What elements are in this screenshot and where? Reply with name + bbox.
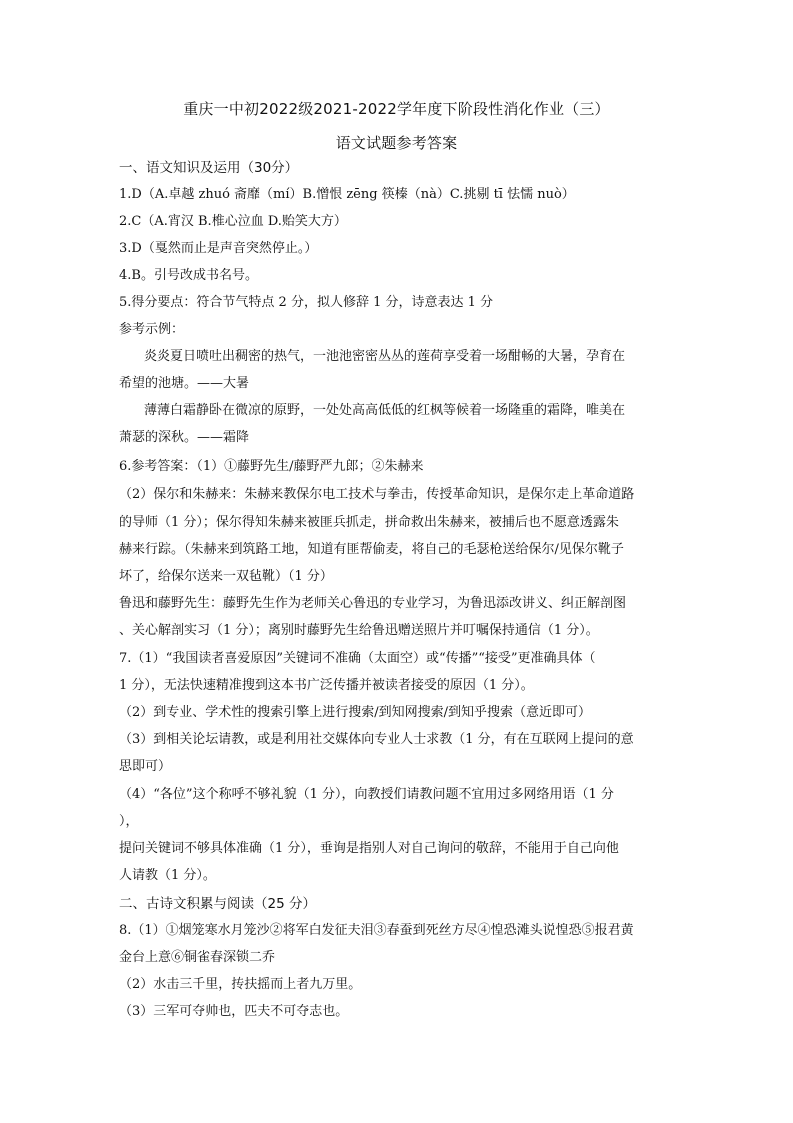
answer-line: 8.（1）①烟笼寒水月笼沙②将军白发征夫泪③春蚕到死丝方尽④惶恐滩头说惶恐⑤报君黄 bbox=[119, 923, 634, 938]
answer-line: ）， bbox=[119, 814, 139, 829]
answer-line: 坏了，给保尔送来一双毡靴）（1 分） bbox=[119, 569, 333, 584]
answer-line: （3）三军可夺帅也，匹夫不可夺志也。 bbox=[119, 1004, 349, 1019]
answer-line: 思即可） bbox=[119, 759, 172, 774]
section-heading-1: 一、语文知识及运用（30分） bbox=[119, 160, 299, 176]
answer-line: 7.（1）“我国读者喜爱原因”关键词不准确（太面空）或“传播”“接受”更准确具体（ bbox=[119, 651, 596, 666]
answer-line: （2）水击三千里，抟扶摇而上者九万里。 bbox=[119, 977, 362, 992]
answer-line: 5.得分要点：符合节气特点 2 分，拟人修辞 1 分，诗意表达 1 分 bbox=[119, 295, 494, 310]
answer-line: （2）保尔和朱赫来：朱赫来教保尔电工技术与拳击，传授革命知识，是保尔走上革命道路 bbox=[119, 487, 635, 502]
section-heading-2: 二、古诗文积累与阅读（25 分） bbox=[119, 896, 316, 912]
answer-line: 6.参考答案：（1）①藤野先生/藤野严九郎；②朱赫来 bbox=[119, 459, 424, 474]
answer-line: 参考示例： bbox=[119, 322, 185, 337]
answer-line: 人请教（1 分）。 bbox=[119, 868, 216, 883]
answer-line: 2.C（A.宵汉 B.椎心泣血 D.贻笑大方） bbox=[119, 214, 347, 229]
answer-line: 3.D（戛然而止是声音突然停止。） bbox=[119, 241, 318, 256]
answer-line: 薄薄白霜静卧在微凉的原野，一处处高高低低的红枫等候着一场隆重的霜降，唯美在 bbox=[144, 403, 626, 418]
answer-line: 希望的池塘。——大暑 bbox=[119, 376, 250, 391]
answer-line: 4.B。引号改成书名号。 bbox=[119, 268, 258, 283]
answer-line: （2）到专业、学术性的搜索引擎上进行搜索/到知网搜索/到知乎搜索（意近即可） bbox=[119, 705, 592, 720]
answer-line: 炎炎夏日喷吐出稠密的热气，一池池密密丛丛的莲荷享受着一场酣畅的大暑，孕育在 bbox=[144, 349, 626, 364]
answer-line: 鲁迅和藤野先生：藤野先生作为老师关心鲁迅的专业学习，为鲁迅添改讲义、纠正解剖图 bbox=[119, 596, 627, 611]
document-subtitle: 语文试题参考答案 bbox=[335, 134, 458, 152]
answer-line: 赫来行踪。（朱赫来到筑路工地，知道有匪帮偷麦，将自己的毛瑟枪送给保尔/见保尔靴子 bbox=[119, 542, 624, 557]
answer-line: 1 分），无法快速精准搜到这本书广泛传播并被读者接受的原因（1 分）。 bbox=[119, 678, 534, 693]
answer-line: 、关心解剖实习（1 分）；离别时藤野先生给鲁迅赠送照片并叮嘱保持通信（1 分）。 bbox=[119, 623, 599, 638]
answer-line: 提问关键词不够具体准确（1 分），垂询是指别人对自己询问的敬辞，不能用于自己向他 bbox=[119, 841, 619, 856]
answer-line: 的导师（1 分）；保尔得知朱赫来被匪兵抓走，拼命救出朱赫来，被捕后也不愿意透露朱 bbox=[119, 515, 619, 530]
answer-line: 金台上意⑥铜雀春深锁二乔 bbox=[119, 950, 276, 965]
answer-line: （4）“各位”这个称呼不够礼貌（1 分），向教授们请教问题不宜用过多网络用语（1 分 bbox=[119, 787, 614, 802]
answer-line: 萧瑟的深秋。——霜降 bbox=[119, 430, 250, 445]
answer-line: 1.D（A.卓越 zhuó 斋靡（mí）B.憎恨 zēng 筷榛（nà）C.挑剔 tī 怯懦 nuò） bbox=[119, 187, 575, 202]
document-title: 重庆一中初2022级2021-2022学年度下阶段性消化作业（三） bbox=[183, 100, 610, 118]
answer-line: （3）到相关论坛请教，或是利用社交媒体向专业人士求教（1 分，有在互联网上提问的意 bbox=[119, 732, 634, 747]
